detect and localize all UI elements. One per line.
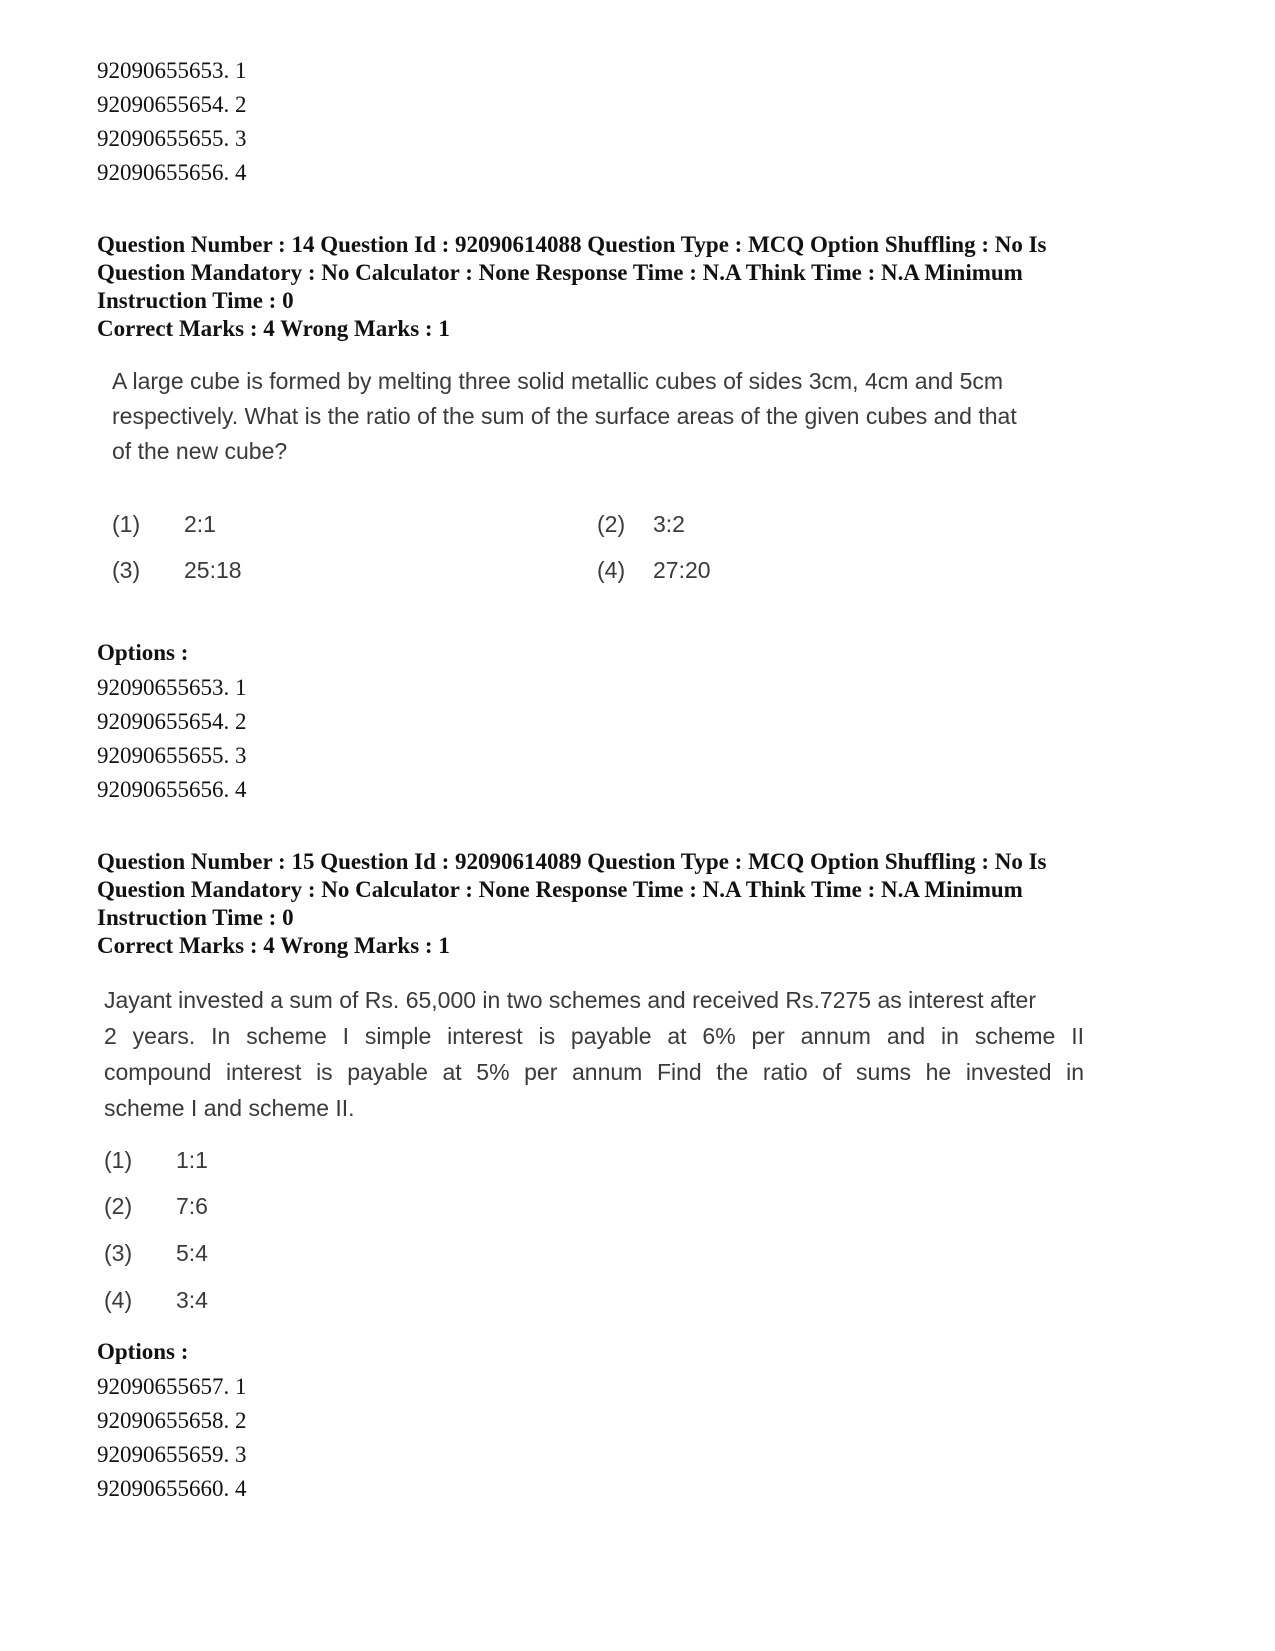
choice-text: 7:6 — [176, 1193, 208, 1219]
q15-question-text — [104, 982, 1084, 1126]
q15-question-line: 2 years. In scheme I simple interest is payable at 6% per annum and in scheme II — [104, 1023, 1084, 1049]
q14-meta — [97, 231, 1197, 315]
choice-number: (1) — [104, 1147, 133, 1173]
q14-choice-4 — [597, 557, 711, 584]
choice-text: 3:2 — [653, 511, 685, 537]
choice-number: (2) — [597, 511, 626, 537]
q15-meta-line: Question Number : 15 Question Id : 92090614089 Question Type : MCQ Option Shuffling : No Is — [97, 849, 1047, 874]
q14-meta-line: Instruction Time : 0 — [97, 288, 294, 313]
option-line: 92090655653. 1 — [97, 58, 247, 83]
option-line: 92090655658. 2 — [97, 1408, 247, 1433]
q15-meta-line: Instruction Time : 0 — [97, 905, 294, 930]
choice-number: (3) — [112, 557, 141, 583]
q15-meta-line: Question Mandatory : No Calculator : None Response Time : N.A Think Time : N.A Minimum — [97, 877, 1023, 902]
option-line: 92090655655. 3 — [97, 743, 247, 768]
option-line: 92090655653. 1 — [97, 675, 247, 700]
q15-choice-2 — [104, 1193, 208, 1220]
q14-question-line: respectively. What is the ratio of the sum of the surface areas of the given cubes and that — [112, 403, 1017, 429]
q15-meta — [97, 848, 1197, 932]
option-line: 92090655656. 4 — [97, 777, 247, 802]
option-line: 92090655659. 3 — [97, 1442, 247, 1467]
option-line: 92090655655. 3 — [97, 126, 247, 151]
choice-number: (4) — [104, 1287, 133, 1313]
q15-choice-3 — [104, 1240, 208, 1267]
choice-number: (4) — [597, 557, 626, 583]
option-line: 92090655654. 2 — [97, 92, 247, 117]
q15-choice-4 — [104, 1287, 208, 1314]
q14-options-list — [97, 671, 247, 807]
q14-question-line: of the new cube? — [112, 438, 288, 464]
q15-marks: Correct Marks : 4 Wrong Marks : 1 — [97, 933, 450, 958]
q15-question-line: Jayant invested a sum of Rs. 65,000 in two schemes and received Rs.7275 as interest after — [104, 987, 1036, 1013]
choice-text: 3:4 — [176, 1287, 208, 1313]
q14-options-heading: Options : — [97, 640, 189, 665]
q15-options-heading: Options : — [97, 1339, 189, 1364]
q14-choice-1 — [112, 511, 216, 538]
q14-question-text — [112, 364, 1107, 469]
q15-question-line: compound interest is payable at 5% per annum Find the ratio of sums he invested in — [104, 1059, 1084, 1085]
q15-question-line: scheme I and scheme II. — [104, 1095, 355, 1121]
q14-question-line: A large cube is formed by melting three solid metallic cubes of sides 3cm, 4cm and 5cm — [112, 368, 1004, 394]
q14-meta-line: Question Number : 14 Question Id : 92090614088 Question Type : MCQ Option Shuffling : No Is — [97, 232, 1047, 257]
option-line: 92090655657. 1 — [97, 1374, 247, 1399]
choice-text: 25:18 — [184, 557, 242, 583]
previous-options-list — [97, 54, 247, 190]
q15-choice-1 — [104, 1147, 208, 1174]
choice-number: (2) — [104, 1193, 133, 1219]
q14-marks: Correct Marks : 4 Wrong Marks : 1 — [97, 316, 450, 341]
choice-number: (3) — [104, 1240, 133, 1266]
choice-text: 1:1 — [176, 1147, 208, 1173]
q14-choice-3 — [112, 557, 242, 584]
choice-text: 2:1 — [184, 511, 216, 537]
option-line: 92090655656. 4 — [97, 160, 247, 185]
choice-text: 27:20 — [653, 557, 711, 583]
option-line: 92090655660. 4 — [97, 1476, 247, 1501]
choice-number: (1) — [112, 511, 141, 537]
q14-meta-line: Question Mandatory : No Calculator : None Response Time : N.A Think Time : N.A Minimum — [97, 260, 1023, 285]
choice-text: 5:4 — [176, 1240, 208, 1266]
q14-choice-2 — [597, 511, 685, 538]
q15-options-list — [97, 1370, 247, 1506]
option-line: 92090655654. 2 — [97, 709, 247, 734]
